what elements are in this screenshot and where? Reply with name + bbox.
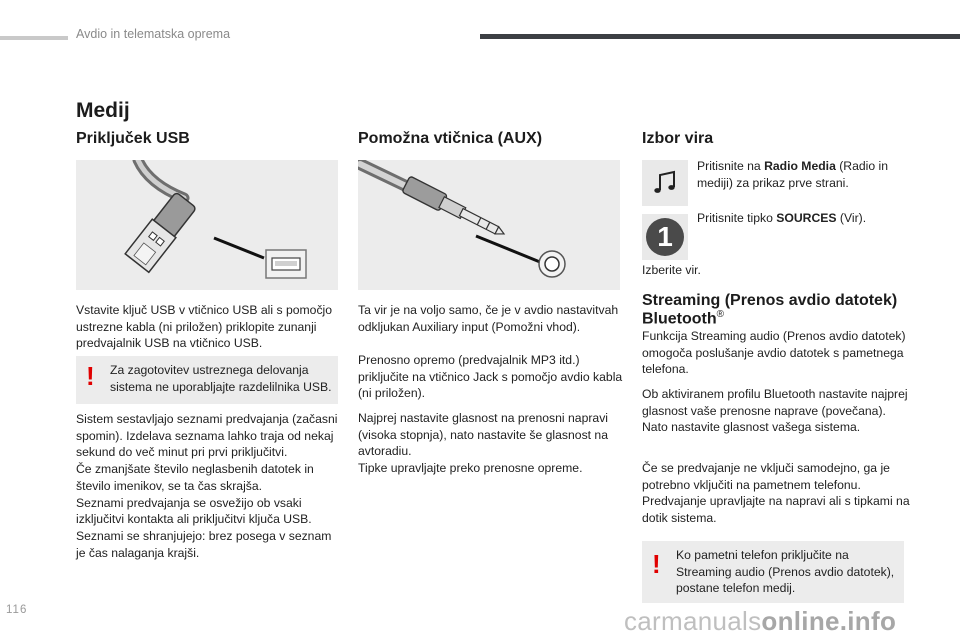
- aux-p3: Najprej nastavite glasnost na prenosni napravi (visoka stopnja), nato nastavite še glasnost na avtoradiu. Tipke upravljajte preko prenosne opreme.: [358, 411, 608, 476]
- radio-media-icon-box: [642, 160, 688, 206]
- watermark: carmanualsonline.info: [624, 606, 897, 636]
- aux-title: Pomožna vtičnica (AUX): [358, 130, 543, 147]
- usb-body: Sistem sestavljajo seznami predvajanja (začasni spomin). Izdelava seznama lahko traja od nekaj sekund do več minut pri prvi priključitvi. Če zmanjšate število neglasbenih datotek in število imenikov, se ta čas skrajša. Seznami predvajanja se osvežijo ob vsaki izključitvi kontakta ali priključitvi ključa USB. Seznami se shranjujejo: brez posega v seznam je čas nalaganja krajši.: [76, 412, 338, 560]
- streaming-p2: Ob aktiviranem profilu Bluetooth nastavite najprej glasnost vaše prenosne naprave (povečana). Nato nastavite glasnost vašega sistema.: [642, 387, 908, 435]
- streaming-p3: Če se predvajanje ne vključi samodejno, ga je potrebno vključiti na pametnem telefonu. Predvajanje upravljajte na napravi ali s tipkami na dotik sistema.: [642, 461, 910, 526]
- warning-icon: !: [86, 361, 95, 391]
- streaming-warning-text: Ko pametni telefon priključite na Streaming audio (Prenos avdio datotek), postane telefon medij.: [676, 548, 895, 596]
- step-one-icon-box: [642, 214, 688, 260]
- source-step1: Pritisnite na Radio Media (Radio in mediji) za prikaz prve strani.: [697, 159, 889, 190]
- header-bar-left: [0, 36, 68, 40]
- warning-icon: !: [652, 549, 661, 579]
- page-number: 116: [6, 604, 28, 616]
- aux-jack-illustration: [358, 160, 620, 290]
- step-one-icon: 1: [646, 218, 684, 256]
- streaming-warning-box: [642, 541, 904, 603]
- aux-p1: Ta vir je na voljo samo, če je v avdio nastavitvah odkljukan Auxiliary input (Pomožni vhod).: [358, 303, 619, 334]
- section-title: Medij: [76, 99, 130, 122]
- music-note-icon: [650, 168, 680, 198]
- source-title: Izbor vira: [642, 130, 714, 147]
- header-bar-right: [480, 34, 960, 39]
- usb-intro: Vstavite ključ USB v vtičnico USB ali s pomočjo ustrezne kabla (ni priložen) priklopite zunanji predvajalnik USB na vtičnico USB.: [76, 303, 333, 351]
- source-step2: Pritisnite tipko SOURCES (Vir).: [697, 211, 867, 225]
- aux-p2: Prenosno opremo (predvajalnik MP3 itd.) priključite na vtičnico Jack s pomočjo avdio kabla (ni priložen).: [358, 353, 623, 401]
- header-title: Avdio in telematska oprema: [76, 27, 231, 41]
- streaming-p1: Funkcija Streaming audio (Prenos avdio datotek) omogoča poslušanje avdio datotek s pametnega telefona.: [642, 329, 906, 377]
- usb-warning-text: Za zagotovitev ustreznega delovanja sistema ne uporabljajte razdelilnika USB.: [110, 363, 332, 394]
- usb-plug-illustration: [76, 160, 338, 290]
- source-select: Izberite vir.: [642, 263, 701, 277]
- usb-warning-box: [76, 356, 338, 404]
- usb-title: Priključek USB: [76, 130, 190, 147]
- streaming-title: Streaming (Prenos avdio datotek) Bluetooth®: [642, 292, 898, 328]
